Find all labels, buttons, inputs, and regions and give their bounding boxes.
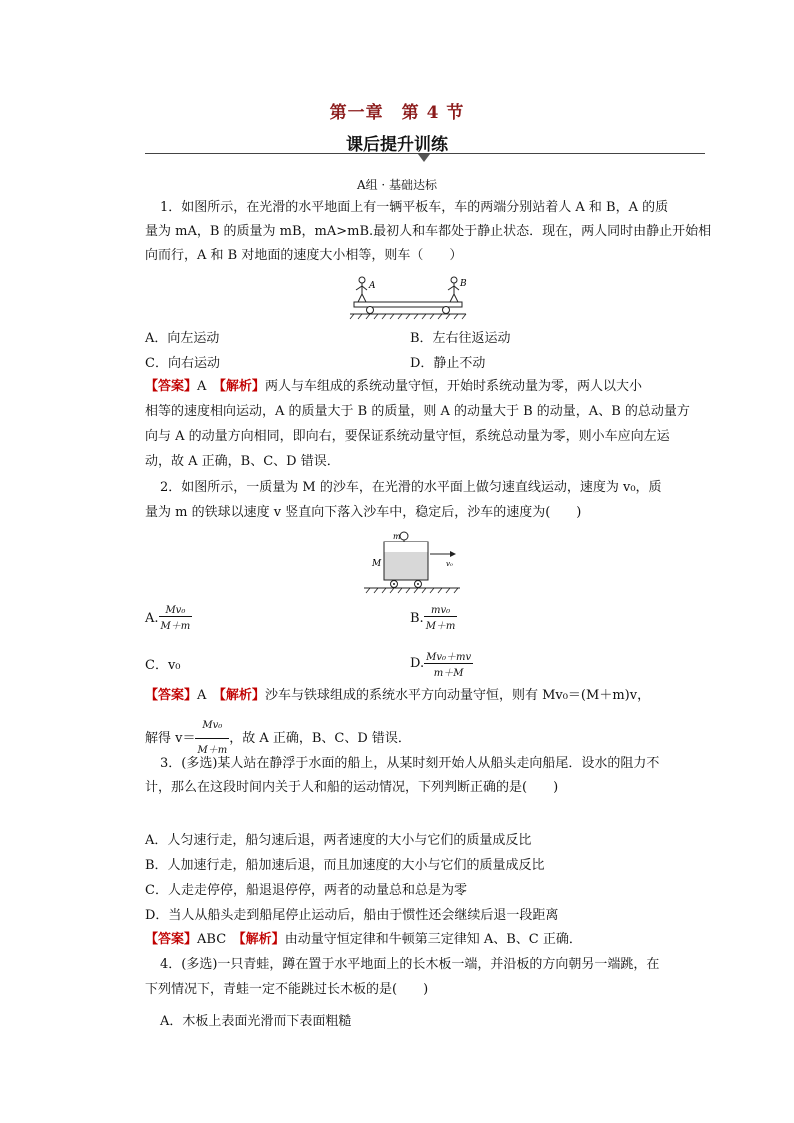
analysis-label: 【解析】 — [219, 688, 265, 703]
q2-line2: 量为 m 的铁球以速度 v 竖直向下落入沙车中，稳定后，沙车的速度为( ) — [145, 505, 582, 520]
frac-den: M＋m — [160, 621, 191, 632]
answer-label: 【答案】 — [145, 932, 198, 947]
q1-option-a: A．向左运动 — [145, 331, 220, 346]
option-b-prefix: B. — [410, 611, 424, 626]
q2-answer-line — [145, 684, 705, 708]
option-a-prefix: A. — [145, 611, 159, 626]
q1-option-c: C．向右运动 — [145, 356, 220, 371]
frac-den: M＋m — [197, 745, 228, 756]
option-a-fraction — [159, 605, 193, 632]
option-d-fraction — [424, 648, 473, 679]
q3-line1: 3．(多选)某人站在静浮于水面的船上，从某时刻开始人从船头走向船尾．设水的阻力不 — [160, 756, 660, 771]
q3-option-d: D．当人从船头走到船尾停止运动后，船由于惯性还会继续后退一段距离 — [145, 908, 559, 923]
frac-num: Mv₀ — [195, 714, 229, 739]
divider-marker — [418, 154, 430, 162]
page-subtitle: 课后提升训练 — [346, 135, 448, 155]
q3-option-c: C．人走走停停，船退退停停，两者的动量总和总是为零 — [145, 883, 467, 898]
q1-analysis-line4: 动，故 A 正确，B、C、D 错误． — [145, 454, 340, 469]
person-a-figure — [356, 277, 367, 302]
q2-option-a — [145, 605, 192, 632]
q1-figure-cart — [348, 272, 468, 324]
q4-line1: 4．(多选)一只青蛙，蹲在置于水平地面上的长木板一端，并沿板的方向朝另一端跳，在 — [160, 957, 660, 972]
frac-den: M＋m — [425, 621, 456, 632]
label-a: A — [369, 281, 376, 291]
answer-value: ABC — [197, 932, 227, 947]
solve-suffix: ，故 A 正确，B、C、D 错误． — [229, 731, 411, 746]
q1-option-d: D．静止不动 — [410, 356, 486, 371]
q3-answer-line — [145, 928, 705, 952]
q1-line1: 1．如图所示，在光滑的水平地面上有一辆平板车，车的两端分别站着人 A 和 B，A 的质 — [160, 200, 669, 215]
q1-analysis-line2: 相等的速度相向运动，A 的质量大于 B 的质量，则 A 的动量大于 B 的动量，A、B 的总动量方 — [145, 404, 690, 419]
q2-option-d — [410, 648, 473, 679]
page-title: 第一章 第 4 节 — [329, 103, 465, 123]
q4-option-a: A．木板上表面光滑而下表面粗糙 — [160, 1014, 352, 1029]
solve-prefix: 解得 v＝ — [145, 731, 196, 746]
analysis-text: 沙车与铁球组成的系统水平方向动量守恒，则有 Mv₀＝(M＋m)v， — [264, 688, 651, 703]
frac-num: mv₀ — [424, 605, 458, 617]
q1-answer-line — [145, 375, 705, 399]
option-b-fraction — [424, 605, 458, 632]
q4-line2: 下列情况下，青蛙一定不能跳过长木板的是( ) — [145, 982, 429, 997]
q2-option-b — [410, 605, 457, 632]
section-heading: A组 · 基础达标 — [356, 178, 438, 192]
q1-line2: 量为 mA，B 的质量为 mB，mA>mB.最初人和车都处于静止状态．现在，两人同时由静止开始相 — [145, 224, 712, 239]
frac-den: m＋M — [433, 668, 464, 679]
label-v0: v₀ — [446, 560, 453, 568]
q1-option-b: B．左右往返运动 — [410, 331, 511, 346]
q3-line2: 计，那么在这段时间内关于人和船的运动情况，下列判断正确的是( ) — [145, 780, 559, 795]
q2-line1: 2．如图所示，一质量为 M 的沙车，在光滑的水平面上做匀速直线运动，速度为 v₀，质 — [160, 480, 662, 495]
answer-value: A — [197, 688, 207, 703]
q1-line3: 向而行，A 和 B 对地面的速度大小相等，则车（ ） — [145, 248, 463, 263]
person-b-figure — [448, 277, 459, 302]
answer-label: 【答案】 — [145, 688, 198, 703]
analysis-text: 两人与车组成的系统动量守恒，开始时系统动量为零，两人以大小 — [264, 379, 642, 394]
q1-analysis-line3: 向与 A 的动量方向相同，即向右，要保证系统动量守恒，系统总动量为零，则小车应向左运 — [145, 429, 670, 444]
analysis-text: 由动量守恒定律和牛顿第三定律知 A、B、C 正确． — [284, 932, 582, 947]
answer-label: 【答案】 — [145, 379, 198, 394]
frac-num: Mv₀ — [159, 605, 193, 617]
answer-value: A — [197, 379, 207, 394]
option-d-prefix: D. — [410, 656, 425, 671]
q2-figure-sandcart — [362, 528, 462, 598]
frac-num: Mv₀＋mv — [424, 648, 473, 664]
label-b: B — [460, 279, 467, 289]
label-M: M — [372, 559, 382, 569]
analysis-label: 【解析】 — [239, 932, 285, 947]
q3-option-a: A．人匀速行走，船匀速后退，两者速度的大小与它们的质量成反比 — [145, 833, 532, 848]
q2-option-c: C．v₀ — [145, 658, 181, 673]
analysis-label: 【解析】 — [219, 379, 265, 394]
label-m: m — [393, 532, 401, 541]
q3-option-b: B．人加速行走，船加速后退，而且加速度的大小与它们的质量成反比 — [145, 858, 545, 873]
